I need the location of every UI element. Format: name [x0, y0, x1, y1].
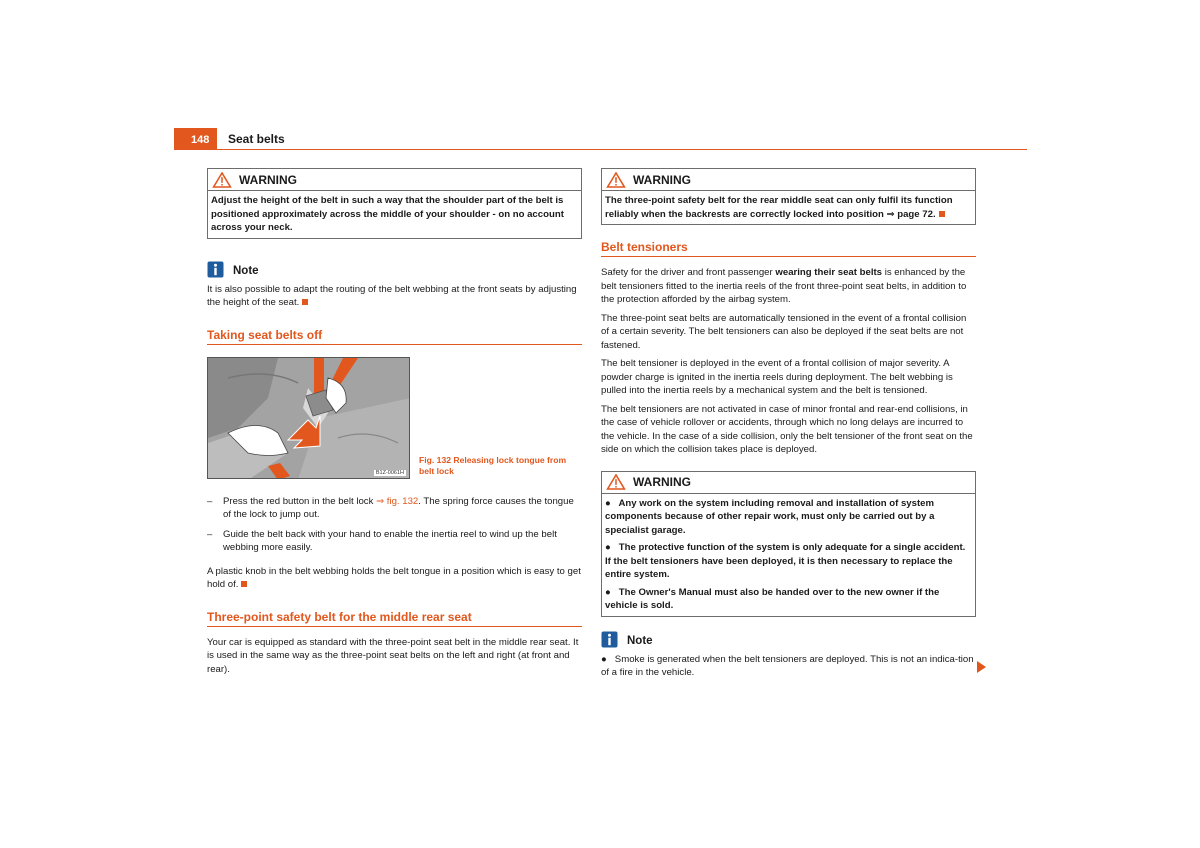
info-icon: [601, 631, 618, 648]
note-title: Note: [233, 265, 259, 277]
left-column: [207, 168, 582, 681]
figure-code: B1Z-0061H: [375, 469, 404, 476]
section-title-belt-tensioners: Belt tensioners: [601, 240, 976, 257]
note-header: [207, 261, 582, 279]
page-number: 148: [174, 128, 217, 149]
warning-triangle-icon: [606, 172, 626, 188]
note-header: [601, 631, 976, 649]
note-block: [207, 261, 582, 310]
warning-header: [602, 472, 975, 494]
warning-bullet: ● Any work on the system including removal and installation of system components because of other repair work, must only be carried out by a specialist garage.: [605, 497, 935, 536]
warning-bullet: ● The protective function of the system is only adequate for a single accident. If the belt tensioners have been deployed, it is then necessary to replace the entire system.: [605, 542, 966, 580]
list-item: – Guide the belt back with your hand to enable the inertia reel to wind up the belt webbing more easily.: [207, 528, 557, 553]
warning-header: [602, 169, 975, 191]
warning-box: [601, 168, 976, 225]
next-page-arrow-icon[interactable]: [977, 661, 986, 673]
warning-title: WARNING: [633, 172, 691, 187]
figure-132: [207, 357, 582, 479]
paragraph: The belt tensioners are not activated in case of minor frontal and rear-end collisions, in the case of vehicle rollover or accidents, through which no long delays are incurred to the vehicle. In the case of a side collision, only the belt tensioner of the front seat on the side on which the collision takes place is deployed.: [601, 403, 973, 455]
belt-lock-illustration: [207, 357, 410, 479]
right-column: [601, 168, 976, 685]
warning-box: [207, 168, 582, 239]
warning-text: Adjust the height of the belt in such a way that the shoulder part of the belt is positioned approximately across the middle of your shoulder - on no account across your neck.: [211, 195, 564, 233]
paragraph: The belt tensioner is deployed in the event of a frontal collision of major severity. A powder charge is ignited in the inertia reels during deployment. The belt webbing is pulled into the inertia reels by a mechanical system and the belt is tensioned.: [601, 358, 953, 396]
paragraph: A plastic knob in the belt webbing holds the belt tongue in a position which is easy to get hold of.: [207, 565, 581, 590]
warning-title: WARNING: [633, 475, 691, 489]
list-item: – Press the red button in the belt lock ⇒ fig. 132. The spring force causes the tongue of the lock to jump out.: [207, 495, 574, 520]
end-mark-icon: [939, 211, 945, 217]
figure-link[interactable]: ⇒ fig. 132: [376, 495, 419, 507]
note-text: It is also possible to adapt the routing of the belt webbing at the front seats by adjusting the height of the seat.: [207, 283, 577, 308]
belt-lock-drawing: [208, 358, 410, 479]
section-title-taking-off: Taking seat belts off: [207, 328, 582, 345]
end-mark-icon: [241, 581, 247, 587]
warning-text: The three-point safety belt for the rear middle seat can only fulfil its function reliably when the backrests are correctly locked into position ⇒ page 72.: [605, 195, 953, 220]
figure-caption: Fig. 132 Releasing lock tongue from belt lock: [419, 454, 567, 476]
paragraph: Safety for the driver and front passenger wearing their seat belts is enhanced by the belt tensioners fitted to the inertia reels of the front three-point seat belts, in addition to the protection afforded by the airbag system.: [601, 267, 967, 305]
warning-header: [208, 169, 581, 191]
warning-title: WARNING: [239, 172, 297, 187]
paragraph: Your car is equipped as standard with the three-point seat belt in the middle rear seat. It is used in the same way as the three-point seat belts on the left and right (at front and rear).: [207, 636, 579, 675]
end-mark-icon: [302, 299, 308, 305]
note-text: ● Smoke is generated when the belt tensioners are deployed. This is not an indica-tion of a fire in the vehicle.: [601, 653, 974, 678]
warning-triangle-icon: [212, 172, 232, 188]
warning-bullet: ● The Owner's Manual must also be handed over to the new owner if the vehicle is sold.: [605, 586, 940, 611]
note-block: [601, 631, 976, 680]
page-title: Seat belts: [228, 132, 285, 146]
info-icon: [207, 261, 224, 278]
paragraph: The three-point seat belts are automatically tensioned in the event of a frontal collision of a certain severity. The belt tensioners can also be deployed if the seat belts are not fastened.: [601, 312, 967, 351]
page-header: [174, 128, 1027, 150]
warning-box: [601, 471, 976, 617]
warning-triangle-icon: [606, 474, 626, 490]
section-title-middle-rear-seat: Three-point safety belt for the middle rear seat: [207, 610, 582, 627]
note-title: Note: [627, 635, 653, 647]
